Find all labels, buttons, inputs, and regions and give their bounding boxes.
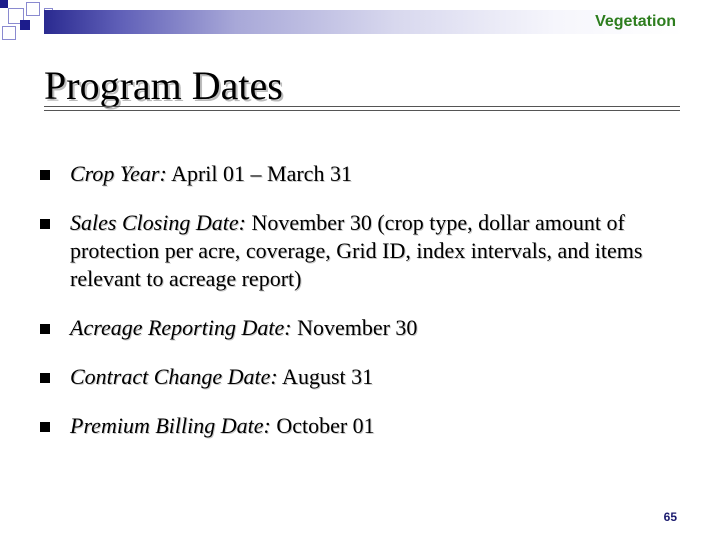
bullet-item-premium-billing-date	[40, 412, 660, 440]
header-gradient-bar	[44, 10, 684, 34]
square-bullet-icon	[40, 324, 50, 334]
bullet-value: April 01 – March 31	[166, 161, 352, 186]
square-bullet-icon	[40, 219, 50, 229]
corner-square-decoration	[2, 26, 16, 40]
bullet-value: August 31	[277, 364, 374, 389]
bullet-term: Contract Change Date:	[70, 364, 278, 389]
square-bullet-icon	[40, 170, 50, 180]
square-bullet-icon	[40, 422, 50, 432]
title-underline-rule	[44, 106, 680, 111]
bullet-item-crop-year	[40, 160, 660, 188]
bullet-item-sales-closing-date	[40, 209, 660, 293]
bullet-term: Crop Year:	[70, 161, 167, 186]
bullet-list	[40, 160, 660, 461]
bullet-value: October 01	[270, 413, 375, 438]
bullet-value: November 30	[291, 315, 418, 340]
bullet-term: Premium Billing Date:	[70, 413, 271, 438]
square-bullet-icon	[40, 373, 50, 383]
corner-square-decoration	[26, 2, 40, 16]
bullet-term: Sales Closing Date:	[70, 210, 246, 235]
bullet-item-acreage-reporting-date	[40, 314, 660, 342]
corner-square-decoration	[20, 20, 30, 30]
page-title: Program Dates	[44, 63, 283, 108]
bullet-item-contract-change-date	[40, 363, 660, 391]
header-title: Vegetation	[595, 13, 676, 30]
page-number: 65	[663, 510, 677, 524]
bullet-value: November 30 (crop type, dollar amount of protection per acre, coverage, Grid ID, index intervals, and items relevant to acreage report)	[70, 210, 643, 291]
corner-square-decoration	[0, 0, 8, 8]
bullet-term: Acreage Reporting Date:	[70, 315, 292, 340]
